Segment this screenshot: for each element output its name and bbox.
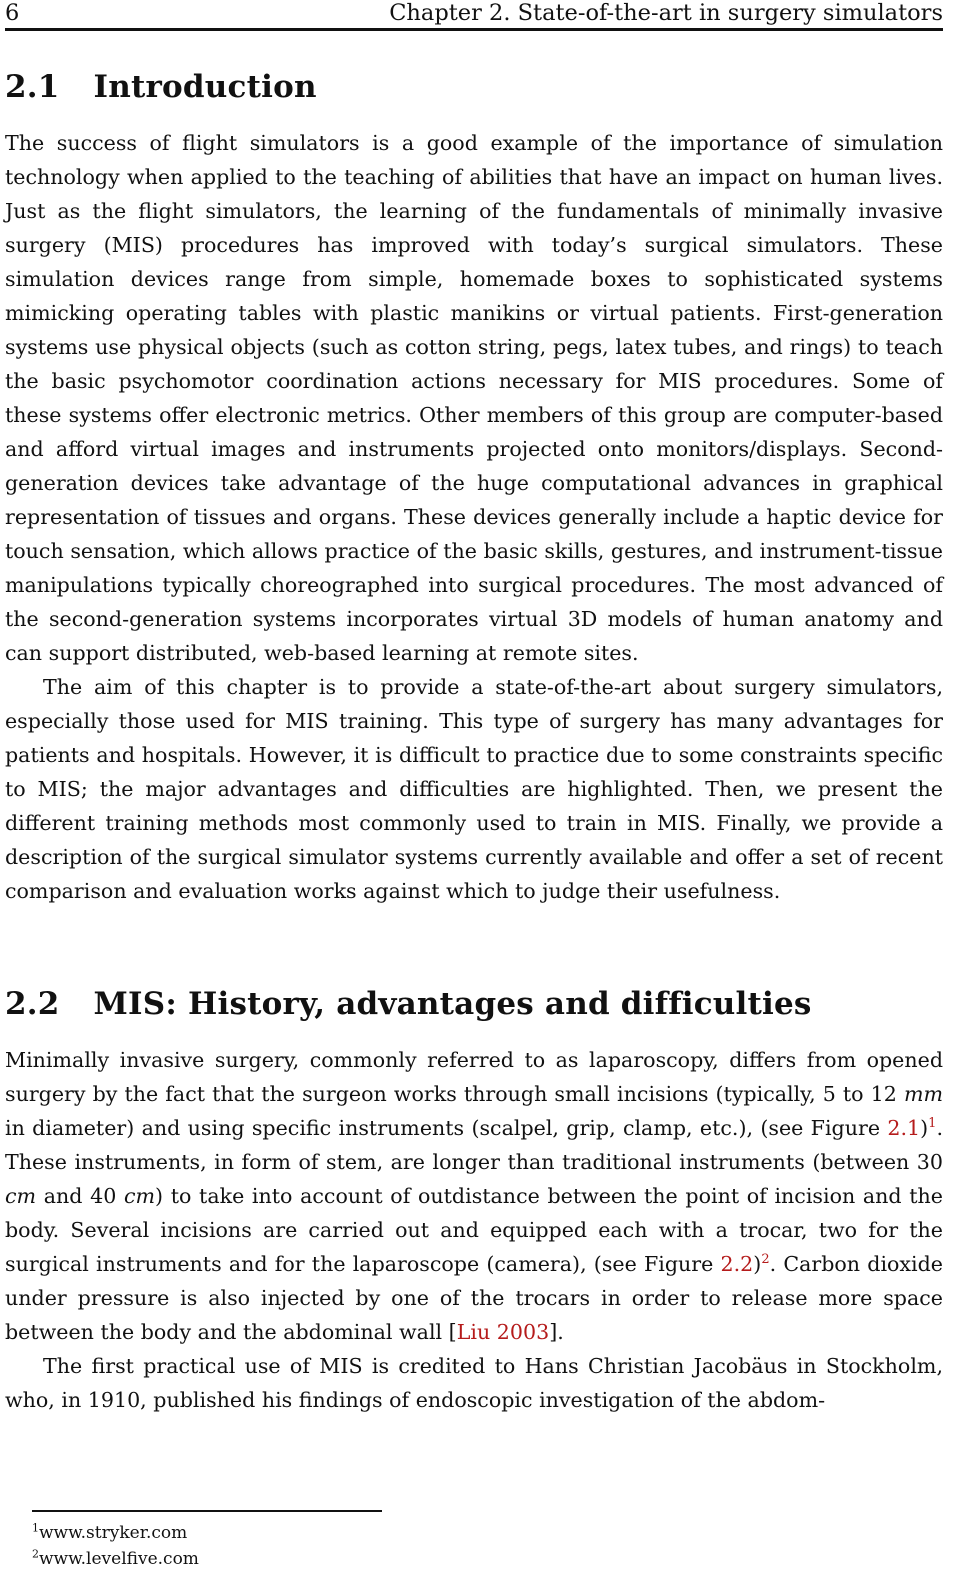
section-title: MIS: History, advantages and difficulties: [93, 986, 812, 1022]
running-header: [5, 0, 943, 27]
page-number: 6: [5, 0, 20, 26]
unit: mm: [903, 1082, 943, 1106]
unit: cm: [123, 1184, 156, 1208]
section-heading-mis: [5, 986, 943, 1022]
footnotes: [32, 1520, 199, 1572]
header-rule: [5, 28, 943, 31]
section-number: 2.2: [5, 986, 60, 1022]
paragraph: The success of flight simulators is a good example of the importance of simulation technology when applied to the teaching of abilities that have an impact on human lives. Just as the flight simulators, the learning of the fundamentals of minimally invasive surgery (MIS) procedures has improved with today’s surgical simulators. These simulation devices range from simple, homemade boxes to sophisticated systems mimicking operating tables with plastic manikins or virtual patients. First-generation systems use physical objects (such as cotton string, pegs, latex tubes, and rings) to teach the basic psychomotor coordination actions necessary for MIS procedures. Some of these systems offer electronic metrics. Other members of this group are computer-based and afford virtual images and instruments projected onto monitors/displays. Second-generation devices take advantage of the huge computational advances in graphical representation of tissues and organs. These devices generally include a haptic device for touch sensation, which allows practice of the basic skills, gestures, and instrument-tissue manipulations typically choreographed into surgical procedures. The most advanced of the second-generation systems incorporates virtual 3D models of human anatomy and can support distributed, web-based learning at remote sites.: [5, 131, 943, 665]
footnote: $^2$www.levelfive.com: [32, 1547, 199, 1569]
footnote: $^1$www.stryker.com: [32, 1521, 188, 1543]
footnote-rule: [32, 1510, 382, 1512]
figure-link[interactable]: 2.1: [887, 1116, 921, 1140]
footnote-marker[interactable]: 1: [928, 1116, 937, 1132]
paragraph: The first practical use of MIS is credited to Hans Christian Jacobäus in Stockholm, who, in 1910, published his findings of endoscopic investigation of the abdom-: [5, 1354, 943, 1412]
figure-link[interactable]: 2.2: [720, 1252, 754, 1276]
citation-link[interactable]: Liu 2003: [456, 1320, 550, 1344]
page: [5, 0, 943, 1417]
section-number: 2.1: [5, 69, 60, 105]
paragraph: The aim of this chapter is to provide a state-of-the-art about surgery simulators, especially those used for MIS training. This type of surgery has many advantages for patients and hospitals. However, it is difficult to practice due to some constraints specific to MIS; the major advantages and difficulties are highlighted. Then, we present the different training methods most commonly used to train in MIS. Finally, we provide a description of the surgical simulator systems currently available and offer a set of recent comparison and evaluation works against which to judge their usefulness.: [5, 675, 943, 903]
unit: cm: [5, 1184, 37, 1208]
footnote-marker[interactable]: 2: [761, 1252, 770, 1268]
section-heading-introduction: [5, 69, 943, 105]
chapter-title: Chapter 2. State-of-the-art in surgery simulators: [389, 0, 943, 26]
paragraph: Minimally invasive surgery, commonly referred to as laparoscopy, differs from opened surgery by the fact that the surgeon works through small incisions (typically, 5 to 12 mm in diameter) and using specific instruments (scalpel, grip, clamp, etc.), (see Figure 2.1)$^1$. These instruments, in form of stem, are longer than traditional instruments (between 30 cm and 40 cm) to take into account of outdistance between the point of incision and the body. Several incisions are carried out and equipped each with a trocar, two for the surgical instruments and for the laparoscope (camera), (see Figure 2.2)$^2$. Carbon dioxide under pressure is also injected by one of the trocars in order to release more space between the body and the abdominal wall [Liu 2003].: [5, 1048, 943, 1344]
section-title: Introduction: [93, 69, 317, 105]
